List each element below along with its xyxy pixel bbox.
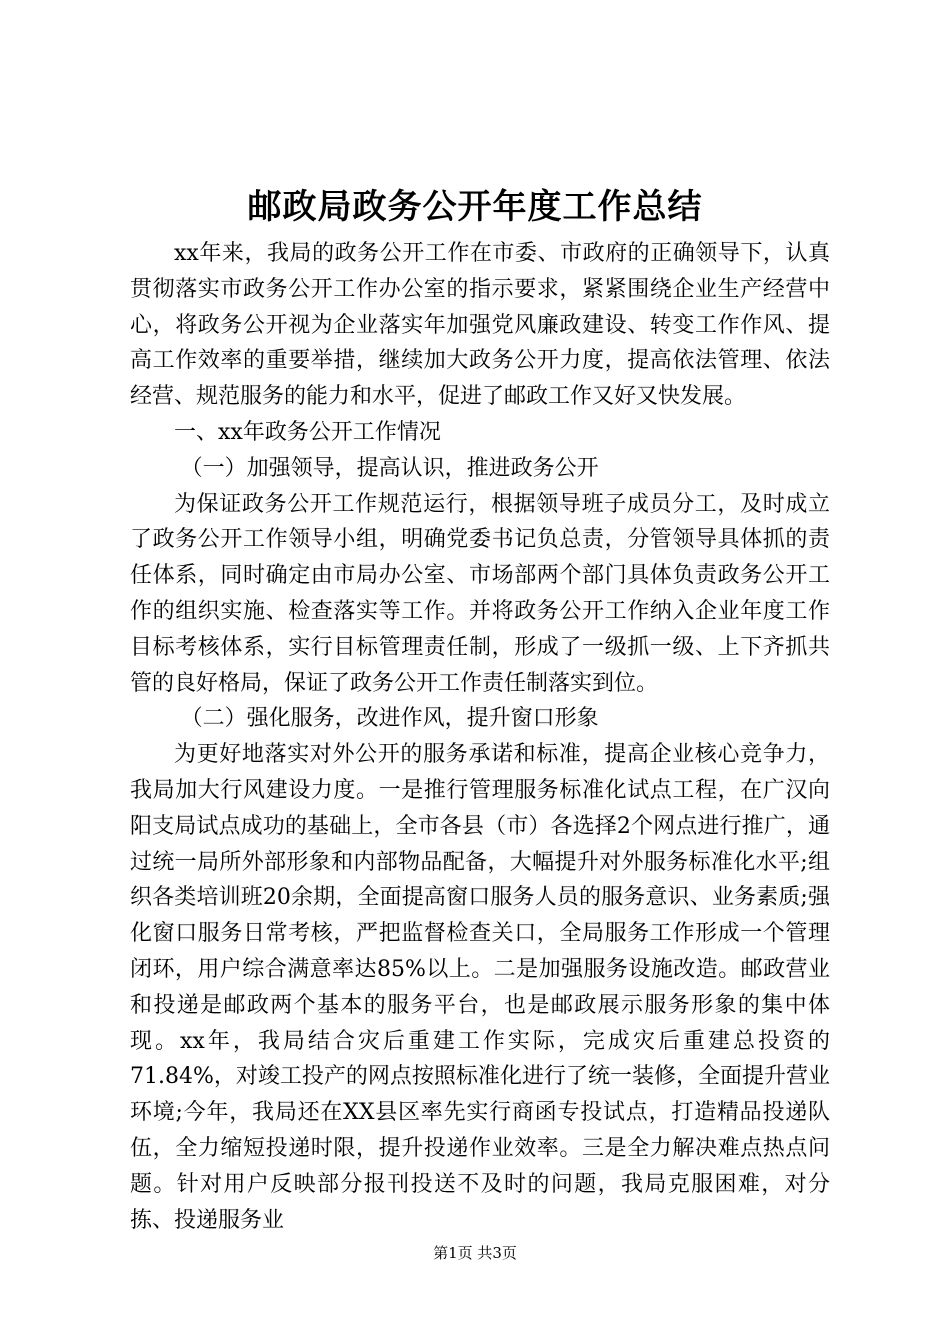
subsection-heading-1: （一）加强领导，提高认识，推进政务公开 bbox=[180, 455, 599, 481]
page-title: 邮政局政务公开年度工作总结 bbox=[247, 187, 703, 227]
section-heading: 一、xx年政务公开工作情况 bbox=[174, 419, 441, 445]
body-paragraph-1: 为保证政务公开工作规范运行，根据领导班子成员分工，及时成立了政务公开工作领导小组，明确党委书记负总责，分管领导具体抓的责任体系，同时确定由市局办公室、市场部两个部门具体负责政务公开工作的组织实施、检查落实等工作。并将政务公开工作纳入企业年度工作目标考核体系，实行目标管理责任制，形成了一级抓一级、上下齐抓共管的良好格局，保证了政务公开工作责任制落实到位。 bbox=[130, 491, 830, 696]
subsection-heading-2: （二）强化服务，改进作风，提升窗口形象 bbox=[180, 706, 599, 732]
document-body bbox=[130, 236, 830, 1238]
body-paragraph-2: 为更好地落实对外公开的服务承诺和标准，提高企业核心竞争力，我局加大行风建设力度。一是推行管理服务标准化试点工程，在广汉向阳支局试点成功的基础上，全市各县（市）各选择2个网点进行推广，通过统一局所外部形象和内部物品配备，大幅提升对外服务标准化水平;组织各类培训班20余期，全面提高窗口服务人员的服务意识、业务素质;强化窗口服务日常考核，严把监督检查关口，全局服务工作形成一个管理闭环，用户综合满意率达85%以上。二是加强服务设施改造。邮政营业和投递是邮政两个基本的服务平台，也是邮政展示服务形象的集中体现。xx年，我局结合灾后重建工作实际，完成灾后重建总投资的71.84%，对竣工投产的网点按照标准化进行了统一装修，全面提升营业环境;今年，我局还在XX县区率先实行商函专投试点，打造精品投递队伍，全力缩短投递时限，提升投递作业效率。三是全力解决难点热点问题。针对用户反映部分报刊投送不及时的问题，我局克服困难，对分拣、投递服务业 bbox=[130, 742, 830, 1233]
page-number: 第1页 共3页 bbox=[433, 1244, 517, 1262]
intro-paragraph: xx年来，我局的政务公开工作在市委、市政府的正确领导下，认真贯彻落实市政务公开工作办公室的指示要求，紧紧围绕企业生产经营中心，将政务公开视为企业落实年加强党风廉政建设、转变工作作风、提高工作效率的重要举措，继续加大政务公开力度，提高依法管理、依法经营、规范服务的能力和水平，促进了邮政工作又好又快发展。 bbox=[130, 241, 830, 410]
